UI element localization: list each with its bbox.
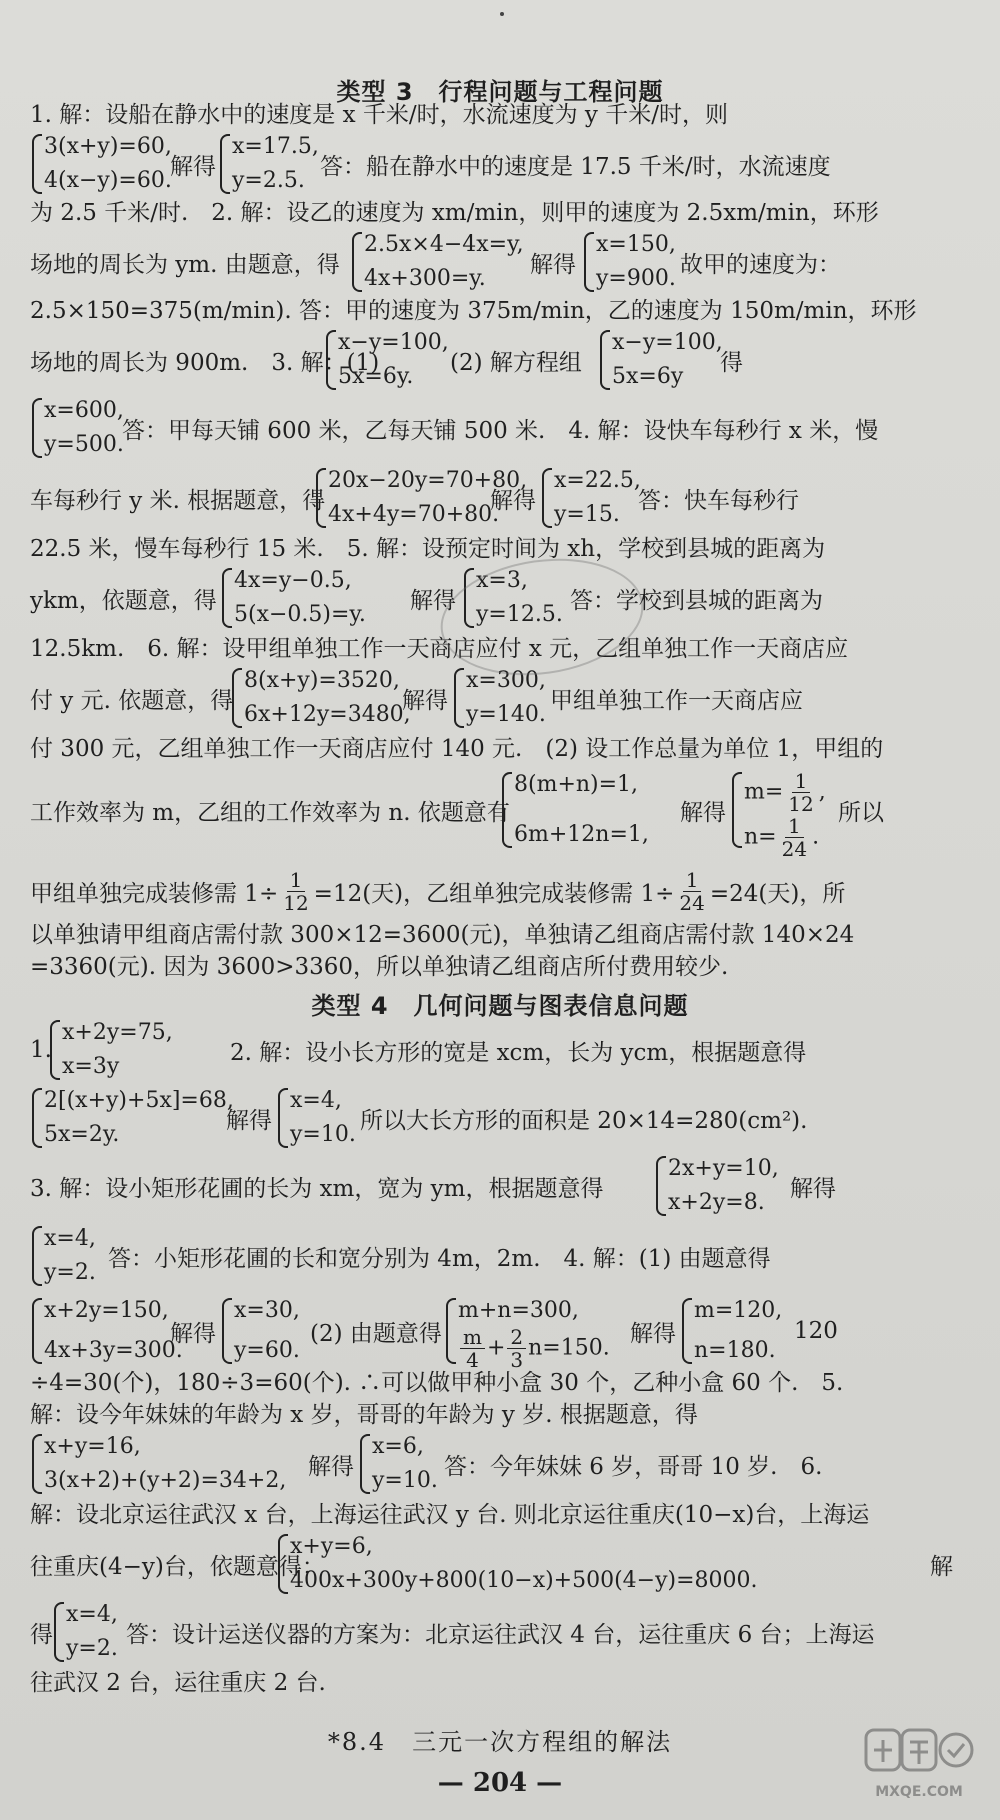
text-segment: 答：小矩形花圃的长和宽分别为 4m，2m. 4. 解：(1) 由题意得	[108, 1245, 771, 1272]
equation-system: x=300, y=140.	[452, 666, 546, 730]
equation-system: m+n=300, $\frac{m}{4}$ + $\frac{2}{3}$ n=150.	[444, 1296, 610, 1366]
text-segment: 甲组单独工作一天商店应	[550, 687, 803, 714]
text-segment: 答：今年妹妹 6 岁，哥哥 10 岁. 6.	[444, 1453, 823, 1480]
text-line: 22.5 米，慢车每秒行 15 米. 5. 解：设预定时间为 xh，学校到县城的距离为	[30, 536, 826, 562]
page-speck	[500, 12, 504, 16]
text-segment: 解得	[170, 1320, 216, 1347]
text-segment: 故甲的速度为：	[680, 251, 841, 278]
text-segment: 所以大长方形的面积是 20×14=280(cm²).	[360, 1107, 808, 1134]
equation-system: 8(x+y)=3520, 6x+12y=3480,	[230, 666, 411, 730]
fraction: $\frac{1}{12}$	[283, 867, 309, 915]
equation-system: x=4, y=2.	[30, 1224, 96, 1288]
page-number: — 204 —	[437, 1768, 563, 1798]
equation-system: x=3, y=12.5.	[462, 566, 563, 630]
fraction: $\frac{m}{4}$	[460, 1326, 485, 1371]
site-watermark	[860, 1728, 978, 1808]
equation-system: x=150, y=900.	[582, 230, 676, 294]
watermark-text: MXQE.COM	[875, 1784, 963, 1800]
text-segment: (2) 解方程组	[450, 349, 582, 376]
text-segment: 车每秒行 y 米. 根据题意，得	[30, 487, 326, 514]
equation-system: x=4, y=2.	[52, 1600, 118, 1664]
equation-row	[30, 132, 970, 196]
equation-row	[30, 328, 970, 392]
text-segment: 解得	[530, 251, 576, 278]
text-line: 2.5×150=375(m/min). 答：甲的速度为 375m/min，乙的速度为 150m/min，环形	[30, 298, 917, 324]
equation-system: m= $\frac{1}{12}$ , n= $\frac{1}{24}$ .	[730, 770, 826, 850]
answer-stamp-icon	[864, 1728, 974, 1784]
text-segment: 答：快车每秒行	[638, 487, 799, 514]
equation-row	[30, 1154, 970, 1218]
equation-system: m=120, n=180.	[680, 1296, 782, 1366]
text-segment: 场地的周长为 ym. 由题意，得	[30, 251, 340, 278]
text-line: 解：设北京运往武汉 x 台，上海运往武汉 y 台. 则北京运往重庆(10−x)台，上海运	[30, 1502, 870, 1528]
text-segment: 解得	[170, 153, 216, 180]
text-segment: 解得	[680, 799, 726, 826]
equation-row	[30, 769, 970, 861]
equation-system: 3(x+y)=60, 4(x−y)=60.	[30, 132, 172, 196]
text-line: 往武汉 2 台，运往重庆 2 台.	[30, 1670, 326, 1696]
equation-system: x=6, y=10.	[358, 1432, 438, 1496]
equation-system: 20x−20y=70+80, 4x+4y=70+80.	[314, 466, 527, 530]
text-segment: 甲组单独完成装修需 1÷ $\frac{1}{12}$ =12(天)，乙组单独完成装修需 1÷ $\frac{1}{24}$ =24(天)，所	[30, 867, 846, 915]
text-segment: ykm，依题意，得	[30, 587, 217, 614]
text-segment: 120	[794, 1318, 838, 1344]
text-line: 解：设今年妹妹的年龄为 x 岁，哥哥的年龄为 y 岁. 根据题意，得	[30, 1402, 698, 1428]
equation-system: x=17.5, y=2.5.	[218, 132, 319, 196]
equation-system: x=600, y=500.	[30, 396, 124, 460]
equation-row	[30, 864, 970, 918]
text-segment: 答：学校到县城的距离为	[570, 587, 823, 614]
equation-system: x−y=100, 5x=6y.	[324, 328, 449, 392]
fraction: $\frac{1}{24}$	[781, 814, 808, 861]
text-segment: 得	[30, 1621, 53, 1648]
text-segment: 得	[720, 349, 743, 376]
equation-system: 2[(x+y)+5x]=68, 5x=2y.	[30, 1086, 234, 1150]
text-segment: 解得	[226, 1107, 272, 1134]
text-line: 付 300 元，乙组单独工作一天商店应付 140 元. (2) 设工作总量为单位 1，甲组的	[30, 736, 884, 762]
text-segment: 解得	[490, 487, 536, 514]
equation-row	[30, 230, 970, 294]
text-line: 12.5km. 6. 解：设甲组单独工作一天商店应付 x 元，乙组单独工作一天商店应	[30, 636, 849, 662]
text-segment: 往重庆(4−y)台，依题意得：	[30, 1553, 325, 1580]
section-title-type4: 类型 4 几何问题与图表信息问题	[311, 992, 689, 1020]
text-segment: 解得	[308, 1453, 354, 1480]
text-segment: 2. 解：设小长方形的宽是 xcm，长为 ycm，根据题意得	[230, 1039, 807, 1066]
equation-row	[30, 666, 970, 730]
equation-system: x+y=6, 400x+300y+800(10−x)+500(4−y)=8000.	[276, 1532, 758, 1596]
text-segment: (2) 由题意得	[310, 1320, 442, 1347]
fraction: $\frac{1}{24}$	[679, 867, 705, 915]
text-line: 1. 解：设船在静水中的速度是 x 千米/时，水流速度为 y 千米/时，则	[30, 102, 728, 128]
equation-system: 2x+y=10, x+2y=8.	[654, 1154, 779, 1218]
equation-row	[30, 1296, 970, 1372]
equation-system: x−y=100, 5x=6y	[598, 328, 723, 392]
text-line: 以单独请甲组商店需付款 300×12=3600(元)，单独请乙组商店需付款 140×24	[30, 922, 855, 948]
text-segment: 答：设计运送仪器的方案为：北京运往武汉 4 台，运往重庆 6 台；上海运	[126, 1621, 875, 1648]
text-segment: 3. 解：设小矩形花圃的长为 xm，宽为 ym，根据题意得	[30, 1175, 604, 1202]
text-segment: 解得	[410, 587, 456, 614]
text-segment: 解得	[630, 1320, 676, 1347]
next-section-heading: *8.4 三元一次方程组的解法	[327, 1728, 673, 1756]
text-segment: 所以	[838, 799, 884, 826]
text-segment: 解	[930, 1553, 953, 1580]
text-segment: 答：船在静水中的速度是 17.5 千米/时，水流速度	[320, 153, 831, 180]
fraction: $\frac{2}{3}$	[507, 1326, 526, 1371]
equation-system: 8(m+n)=1, 6m+12n=1,	[500, 770, 649, 850]
fraction: $\frac{1}{12}$	[788, 769, 814, 816]
equation-row	[30, 466, 970, 530]
equation-system: x+y=16, 3(x+2)+(y+2)=34+2,	[30, 1432, 286, 1496]
section-title-type3: 类型 3 行程问题与工程问题	[336, 78, 664, 106]
text-segment: 答：甲每天铺 600 米，乙每天铺 500 米. 4. 解：设快车每秒行 x 米，慢	[122, 417, 879, 444]
equation-row	[30, 1600, 970, 1664]
equation-system: 2.5x×4−4x=y, 4x+300=y.	[350, 230, 524, 294]
text-line: ÷4=30(个)，180÷3=60(个). ∴可以做甲种小盒 30 个，乙种小盒 60 个. 5.	[30, 1370, 844, 1396]
equation-system: x=30, y=60.	[220, 1296, 300, 1366]
equation-system: x+2y=150, 4x+3y=300.	[30, 1296, 183, 1366]
text-segment: 付 y 元. 依题意，得	[30, 687, 234, 714]
text-line: 为 2.5 千米/时. 2. 解：设乙的速度为 xm/min，则甲的速度为 2.5xm/min，环形	[30, 200, 879, 226]
equation-row	[30, 1432, 970, 1496]
text-segment: 解得	[790, 1175, 836, 1202]
equation-system: 4x=y−0.5, 5(x−0.5)=y.	[220, 566, 366, 630]
text-segment: 场地的周长为 900m. 3. 解：(1)	[30, 349, 380, 376]
equation-system: x+2y=75, x=3y	[48, 1018, 173, 1082]
equation-system: x=22.5, y=15.	[540, 466, 641, 530]
text-line: =3360(元). 因为 3600>3360，所以单独请乙组商店所付费用较少.	[30, 954, 729, 980]
equation-row	[30, 1018, 970, 1082]
equation-row	[30, 396, 970, 460]
equation-row	[30, 1086, 970, 1150]
equation-system: x=4, y=10.	[276, 1086, 356, 1150]
text-segment: 解得	[402, 687, 448, 714]
text-segment: 工作效率为 m，乙组的工作效率为 n. 依题意有	[30, 799, 510, 826]
text-segment: 1.	[30, 1037, 52, 1063]
equation-row	[30, 1224, 970, 1288]
equation-row	[30, 1532, 970, 1596]
